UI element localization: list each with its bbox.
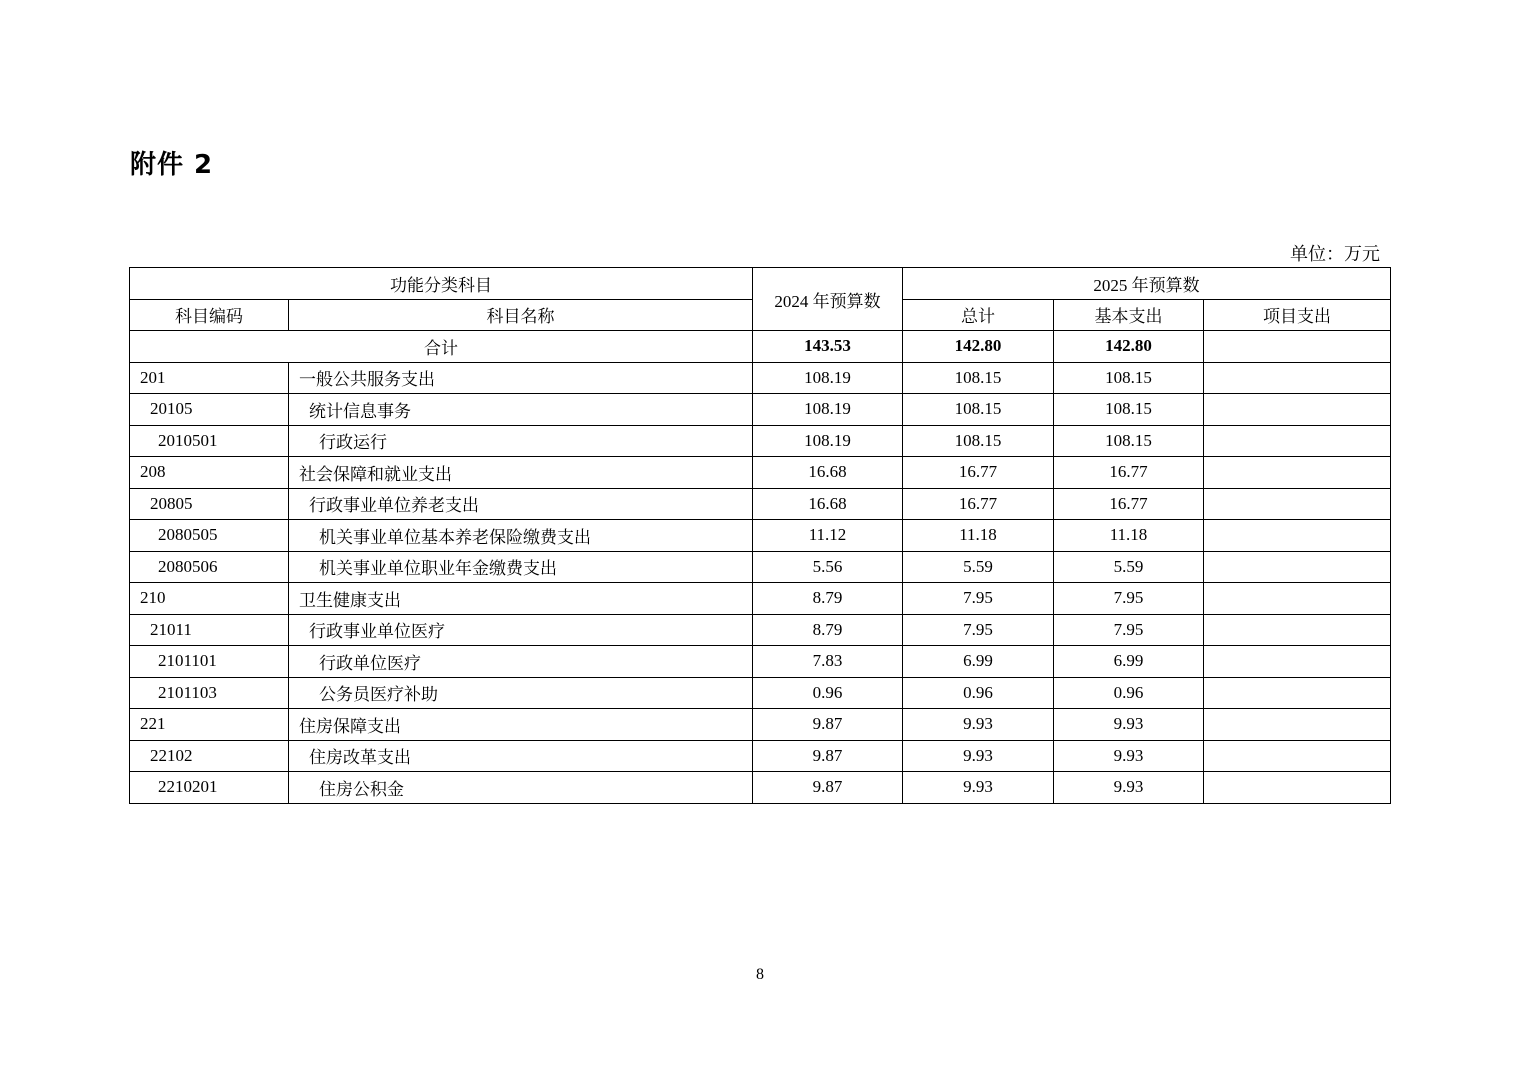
summary-total: 142.80 xyxy=(903,331,1054,363)
row-budget-2024: 8.79 xyxy=(753,614,903,646)
table-row xyxy=(130,614,1391,646)
row-budget-2024: 16.68 xyxy=(753,457,903,489)
table-row xyxy=(130,394,1391,426)
row-total: 108.15 xyxy=(903,394,1054,426)
row-basic: 108.15 xyxy=(1054,362,1204,394)
row-project xyxy=(1204,709,1391,741)
summary-basic: 142.80 xyxy=(1054,331,1204,363)
row-total: 5.59 xyxy=(903,551,1054,583)
header-function-category: 功能分类科目 xyxy=(130,268,753,300)
row-code: 221 xyxy=(130,709,289,741)
row-total: 9.93 xyxy=(903,740,1054,772)
row-project xyxy=(1204,677,1391,709)
table-row xyxy=(130,362,1391,394)
row-code: 2080506 xyxy=(130,551,289,583)
row-project xyxy=(1204,740,1391,772)
table-row xyxy=(130,425,1391,457)
row-name: 住房公积金 xyxy=(289,772,753,804)
row-name: 公务员医疗补助 xyxy=(289,677,753,709)
row-code: 201 xyxy=(130,362,289,394)
row-basic: 0.96 xyxy=(1054,677,1204,709)
row-project xyxy=(1204,646,1391,678)
summary-project xyxy=(1204,331,1391,363)
row-budget-2024: 108.19 xyxy=(753,362,903,394)
unit-label: 单位：万元 xyxy=(1290,244,1380,264)
row-name: 住房改革支出 xyxy=(289,740,753,772)
row-code: 210 xyxy=(130,583,289,615)
row-budget-2024: 9.87 xyxy=(753,709,903,741)
row-project xyxy=(1204,551,1391,583)
row-total: 16.77 xyxy=(903,488,1054,520)
summary-budget-2024: 143.53 xyxy=(753,331,903,363)
table-row xyxy=(130,772,1391,804)
row-code: 2101101 xyxy=(130,646,289,678)
row-project xyxy=(1204,583,1391,615)
row-code: 21011 xyxy=(130,614,289,646)
row-name: 行政事业单位养老支出 xyxy=(289,488,753,520)
row-basic: 5.59 xyxy=(1054,551,1204,583)
row-basic: 16.77 xyxy=(1054,457,1204,489)
row-code: 2101103 xyxy=(130,677,289,709)
row-budget-2024: 5.56 xyxy=(753,551,903,583)
row-budget-2024: 11.12 xyxy=(753,520,903,552)
row-basic: 9.93 xyxy=(1054,740,1204,772)
row-basic: 7.95 xyxy=(1054,614,1204,646)
table-row xyxy=(130,709,1391,741)
row-basic: 108.15 xyxy=(1054,425,1204,457)
row-project xyxy=(1204,394,1391,426)
table-row xyxy=(130,583,1391,615)
row-name: 行政事业单位医疗 xyxy=(289,614,753,646)
row-total: 16.77 xyxy=(903,457,1054,489)
row-basic: 16.77 xyxy=(1054,488,1204,520)
header-budget-2025: 2025 年预算数 xyxy=(903,268,1391,300)
budget-table xyxy=(129,267,1391,804)
table-row xyxy=(130,740,1391,772)
row-project xyxy=(1204,457,1391,489)
row-code: 22102 xyxy=(130,740,289,772)
row-total: 7.95 xyxy=(903,583,1054,615)
summary-label: 合计 xyxy=(130,331,753,363)
row-name: 社会保障和就业支出 xyxy=(289,457,753,489)
table-row xyxy=(130,457,1391,489)
header-total: 总计 xyxy=(903,299,1054,331)
row-total: 9.93 xyxy=(903,772,1054,804)
header-basic: 基本支出 xyxy=(1054,299,1204,331)
row-budget-2024: 108.19 xyxy=(753,425,903,457)
row-code: 20105 xyxy=(130,394,289,426)
row-total: 0.96 xyxy=(903,677,1054,709)
header-project: 项目支出 xyxy=(1204,299,1391,331)
row-name: 机关事业单位职业年金缴费支出 xyxy=(289,551,753,583)
row-total: 6.99 xyxy=(903,646,1054,678)
row-total: 9.93 xyxy=(903,709,1054,741)
row-code: 2080505 xyxy=(130,520,289,552)
table-row xyxy=(130,488,1391,520)
header-row-1 xyxy=(130,268,1391,300)
row-budget-2024: 7.83 xyxy=(753,646,903,678)
row-total: 108.15 xyxy=(903,425,1054,457)
row-budget-2024: 9.87 xyxy=(753,772,903,804)
row-project xyxy=(1204,362,1391,394)
row-total: 11.18 xyxy=(903,520,1054,552)
page-title: 附件 2 xyxy=(130,150,214,180)
row-name: 卫生健康支出 xyxy=(289,583,753,615)
header-code: 科目编码 xyxy=(130,299,289,331)
summary-row xyxy=(130,331,1391,363)
page-number: 8 xyxy=(756,966,764,983)
row-project xyxy=(1204,614,1391,646)
row-budget-2024: 108.19 xyxy=(753,394,903,426)
row-project xyxy=(1204,425,1391,457)
row-code: 20805 xyxy=(130,488,289,520)
row-name: 一般公共服务支出 xyxy=(289,362,753,394)
row-basic: 7.95 xyxy=(1054,583,1204,615)
row-code: 2010501 xyxy=(130,425,289,457)
row-budget-2024: 0.96 xyxy=(753,677,903,709)
row-total: 7.95 xyxy=(903,614,1054,646)
header-name: 科目名称 xyxy=(289,299,753,331)
row-name: 行政运行 xyxy=(289,425,753,457)
row-name: 统计信息事务 xyxy=(289,394,753,426)
row-project xyxy=(1204,488,1391,520)
row-budget-2024: 9.87 xyxy=(753,740,903,772)
table-row xyxy=(130,551,1391,583)
row-name: 行政单位医疗 xyxy=(289,646,753,678)
row-name: 住房保障支出 xyxy=(289,709,753,741)
row-budget-2024: 16.68 xyxy=(753,488,903,520)
row-project xyxy=(1204,520,1391,552)
table-row xyxy=(130,520,1391,552)
header-budget-2024: 2024 年预算数 xyxy=(753,268,903,331)
row-basic: 9.93 xyxy=(1054,772,1204,804)
row-budget-2024: 8.79 xyxy=(753,583,903,615)
row-name: 机关事业单位基本养老保险缴费支出 xyxy=(289,520,753,552)
row-basic: 6.99 xyxy=(1054,646,1204,678)
table-row xyxy=(130,677,1391,709)
row-code: 208 xyxy=(130,457,289,489)
row-project xyxy=(1204,772,1391,804)
row-basic: 9.93 xyxy=(1054,709,1204,741)
table-row xyxy=(130,646,1391,678)
row-code: 2210201 xyxy=(130,772,289,804)
row-total: 108.15 xyxy=(903,362,1054,394)
row-basic: 108.15 xyxy=(1054,394,1204,426)
row-basic: 11.18 xyxy=(1054,520,1204,552)
